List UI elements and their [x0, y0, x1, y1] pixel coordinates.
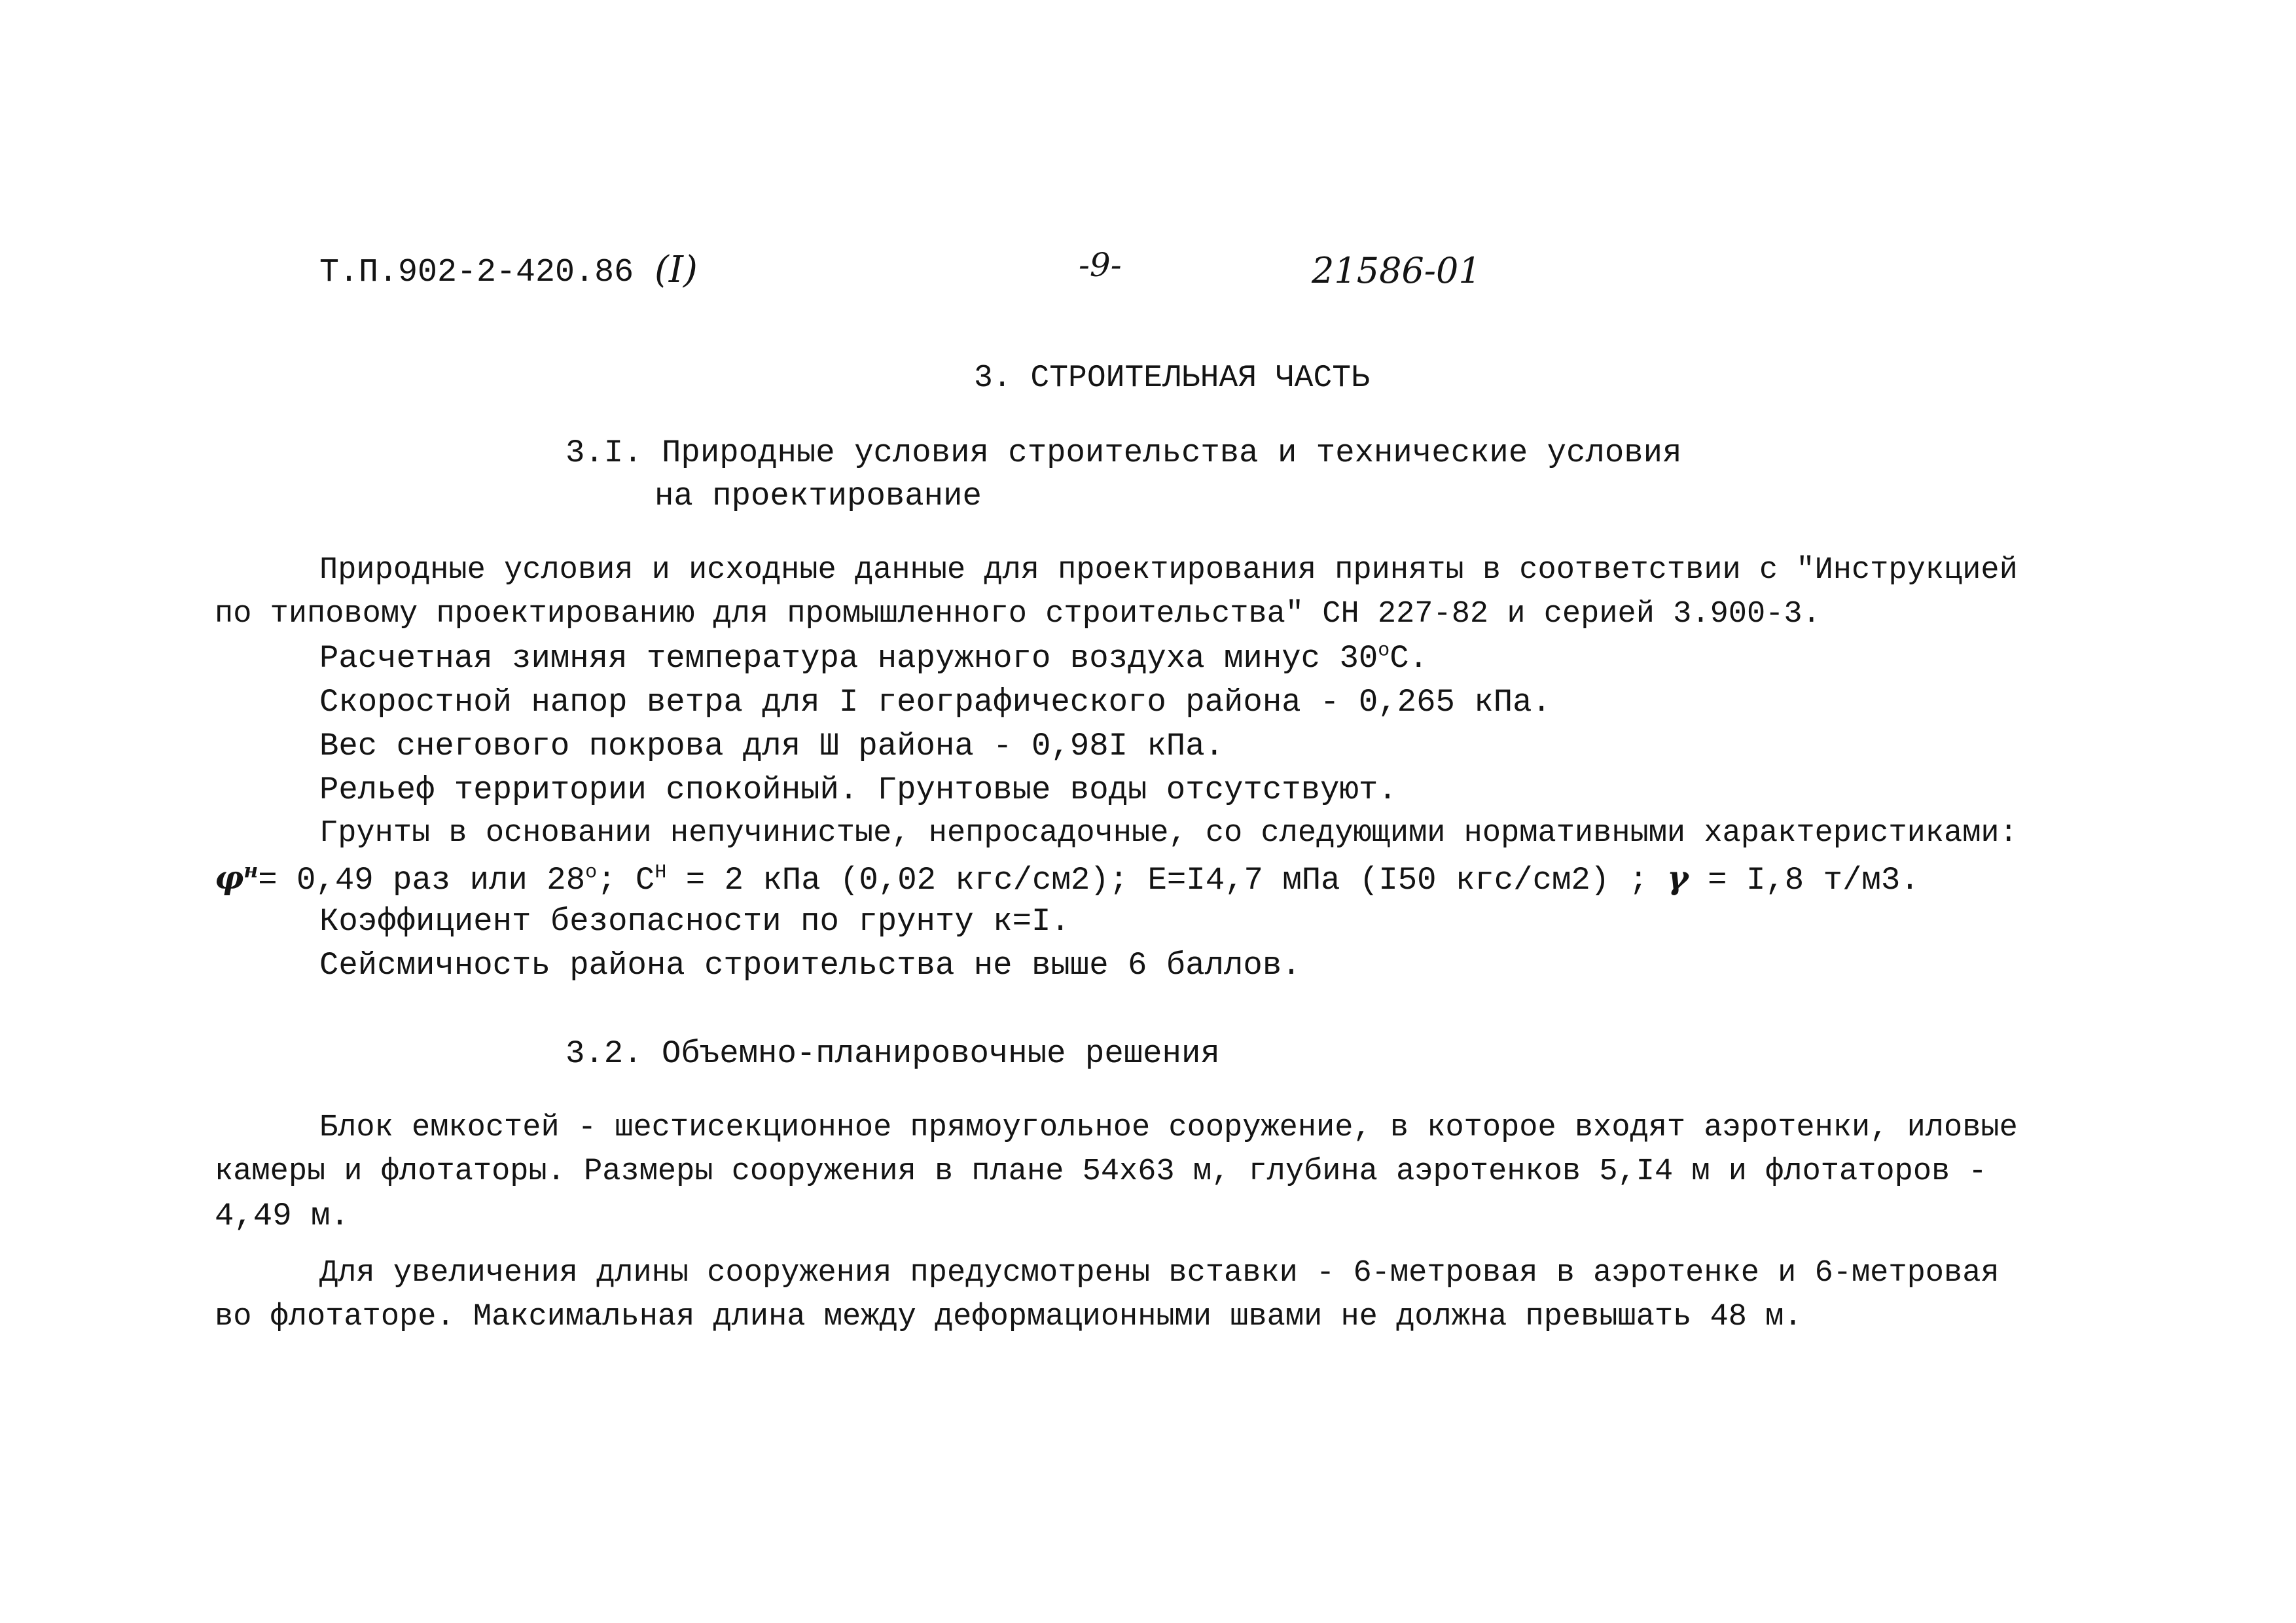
inventory-number: 21586-01: [1312, 250, 1481, 291]
condition-temperature: [319, 639, 1428, 678]
condition-wind: Скоростной напор ветра для I географического района - 0,265 кПа.: [319, 684, 1551, 721]
paragraph-line: камеры и флотаторы. Размеры сооружения в плане 54х63 м, глубина аэротенков 5,I4 м и флотаторов -: [215, 1154, 1987, 1189]
cohesion-sup: Н: [655, 861, 667, 884]
degree-sup: о: [1378, 639, 1390, 662]
subsection-title-line-2: на проектирование: [655, 478, 982, 514]
paragraph-line: по типовому проектированию для промышленного строительства" СН 227-82 и серией 3.900-3.: [215, 597, 1821, 632]
soil-characteristics: [215, 858, 1920, 900]
phi-sup: н: [243, 859, 259, 883]
section-title: 3. СТРОИТЕЛЬНАЯ ЧАСТЬ: [974, 361, 1370, 396]
paragraph-line: Для увеличения длины сооружения предусмотрены вставки - 6-метровая в аэротенке и 6-метровая: [319, 1256, 2000, 1291]
subsection-2-title: 3.2. Объемно-планировочные решения: [565, 1035, 1220, 1072]
condition-safety: Коэффициент безопасности по грунту к=I.: [319, 903, 1070, 940]
phi-value: = 0,49 раз или 28: [258, 862, 586, 899]
cohesion-value: = 2 кПа (0,02 кгс/см2); Е=I4,7 мПа (I50 кгс/см2) ;: [666, 862, 1668, 899]
paragraph-line: Природные условия и исходные данные для проектирования приняты в соответствии с "Инструкцией: [319, 553, 2018, 588]
condition-seismic: Сейсмичность района строительства не выше 6 баллов.: [319, 947, 1301, 984]
document-code: Т.П.902-2-420.86: [319, 254, 634, 291]
gamma-symbol: γ: [1667, 859, 1689, 897]
cohesion-label: ; С: [597, 862, 655, 899]
page-number: -9-: [1079, 246, 1122, 284]
condition-relief: Рельеф территории спокойный. Грунтовые воды отсутствуют.: [319, 772, 1397, 808]
volume-number: (I): [655, 249, 698, 291]
degree-sup: о: [585, 861, 598, 884]
paragraph-line: 4,49 м.: [215, 1198, 350, 1234]
phi-symbol: φ: [215, 859, 244, 897]
condition-soils: Грунты в основании непучинистые, непросадочные, со следующими нормативными характеристиками:: [319, 816, 2018, 851]
gamma-value: = I,8 т/м3.: [1688, 862, 1920, 899]
temperature-unit: С.: [1390, 640, 1429, 677]
subsection-title-line-1: 3.I. Природные условия строительства и технические условия: [565, 435, 1682, 471]
temperature-text: Расчетная зимняя температура наружного воздуха минус 30: [319, 640, 1378, 677]
paragraph-line: во флотаторе. Максимальная длина между деформационными швами не должна превышать 48 м.: [215, 1300, 1803, 1334]
condition-snow: Вес снегового покрова для Ш района - 0,98I кПа.: [319, 728, 1225, 764]
paragraph-line: Блок емкостей - шестисекционное прямоугольное сооружение, в которое входят аэротенки, иловые: [319, 1111, 2018, 1145]
